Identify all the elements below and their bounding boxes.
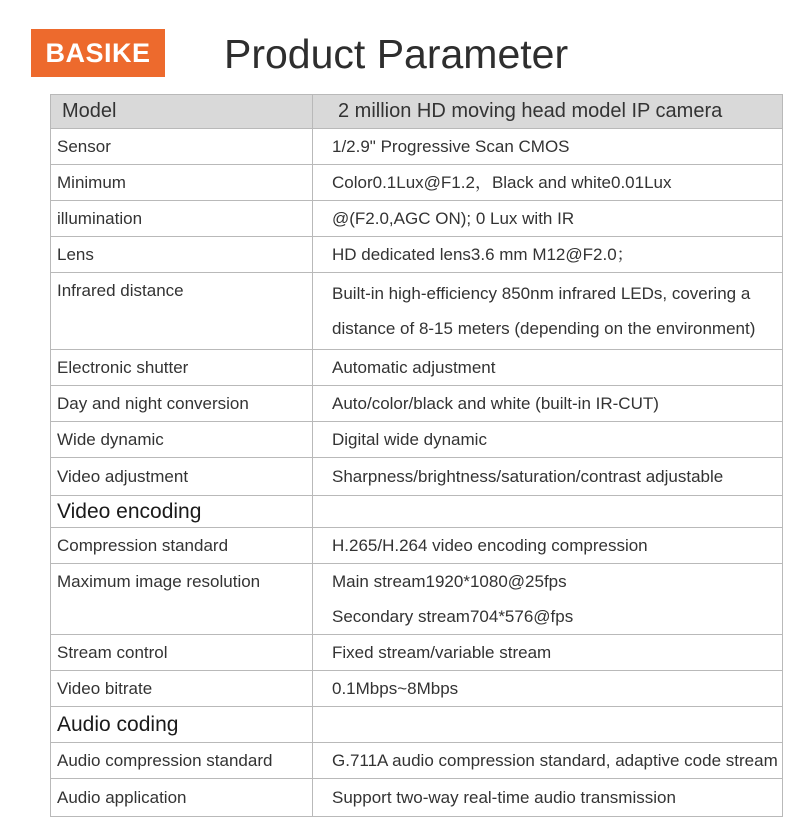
section-row-audio-coding — [51, 707, 783, 743]
row-key: Video adjustment — [51, 458, 313, 496]
row-key: Audio compression standard — [51, 743, 313, 779]
table-header-row — [51, 95, 783, 129]
row-key: Video bitrate — [51, 671, 313, 707]
table-row — [51, 201, 783, 237]
row-value — [313, 350, 783, 386]
page-title: Product Parameter — [224, 31, 569, 77]
row-key: Compression standard — [51, 528, 313, 564]
header-key-cell: Model — [51, 95, 313, 129]
row-value — [313, 779, 783, 817]
row-value-line: Main stream1920*1080@25fps — [332, 572, 567, 591]
row-key: Minimum — [51, 165, 313, 201]
row-value — [313, 635, 783, 671]
table-row — [51, 273, 783, 350]
row-value-line: Built-in high-efficiency 850nm infrared LEDs, covering a — [332, 284, 751, 303]
row-value — [313, 129, 783, 165]
brand-logo: BASIKE — [31, 29, 165, 77]
row-value — [313, 496, 783, 528]
row-value-line: @(F2.0,AGC ON); 0 Lux with IR — [332, 209, 575, 228]
section-row-video-encoding — [51, 496, 783, 528]
row-key: Infrared distance — [51, 273, 313, 350]
row-value — [313, 671, 783, 707]
spec-table — [50, 94, 783, 817]
row-key: Electronic shutter — [51, 350, 313, 386]
row-value — [313, 743, 783, 779]
table-row — [51, 422, 783, 458]
row-value — [313, 201, 783, 237]
row-value — [313, 528, 783, 564]
row-value — [313, 273, 783, 350]
table-row — [51, 528, 783, 564]
row-key: Wide dynamic — [51, 422, 313, 458]
row-value — [313, 564, 783, 635]
row-value-line: 1/2.9" Progressive Scan CMOS — [332, 137, 570, 156]
row-value — [313, 422, 783, 458]
row-value — [313, 165, 783, 201]
header-value-cell: 2 million HD moving head model IP camera — [313, 95, 783, 129]
table-row — [51, 386, 783, 422]
row-value-line: HD dedicated lens3.6 mm M12@F2.0； — [332, 245, 634, 264]
row-value-line: Support two-way real-time audio transmission — [332, 788, 676, 807]
row-value-line: Automatic adjustment — [332, 358, 496, 377]
section-title: Video encoding — [51, 496, 313, 528]
row-value — [313, 386, 783, 422]
table-row — [51, 350, 783, 386]
row-value — [313, 458, 783, 496]
row-value-line: H.265/H.264 video encoding compression — [332, 536, 648, 555]
table-row — [51, 129, 783, 165]
row-value-line: 0.1Mbps~8Mbps — [332, 679, 459, 698]
row-key: Sensor — [51, 129, 313, 165]
table-row — [51, 671, 783, 707]
table-row — [51, 743, 783, 779]
table-row — [51, 564, 783, 635]
row-value-line: Color0.1Lux@F1.2，Black and white0.01Lux — [332, 173, 672, 192]
row-key: Audio application — [51, 779, 313, 817]
row-key: Stream control — [51, 635, 313, 671]
table-row — [51, 165, 783, 201]
row-value — [313, 237, 783, 273]
row-value-line: Auto/color/black and white (built-in IR-CUT) — [332, 394, 659, 413]
row-value-line: Secondary stream704*576@fps — [332, 607, 574, 626]
row-key: Lens — [51, 237, 313, 273]
row-value — [313, 707, 783, 743]
row-value-line: Fixed stream/variable stream — [332, 643, 552, 662]
table-row — [51, 635, 783, 671]
table-row — [51, 237, 783, 273]
row-value-line: Sharpness/brightness/saturation/contrast adjustable — [332, 467, 724, 486]
section-title: Audio coding — [51, 707, 313, 743]
row-key: Day and night conversion — [51, 386, 313, 422]
row-key: Maximum image resolution — [51, 564, 313, 635]
row-value-line: Digital wide dynamic — [332, 430, 487, 449]
row-value-line: distance of 8-15 meters (depending on the environment) — [332, 319, 756, 338]
table-row — [51, 458, 783, 496]
row-value-line: G.711A audio compression standard, adaptive code stream — [332, 751, 778, 770]
row-key: illumination — [51, 201, 313, 237]
table-row — [51, 779, 783, 817]
